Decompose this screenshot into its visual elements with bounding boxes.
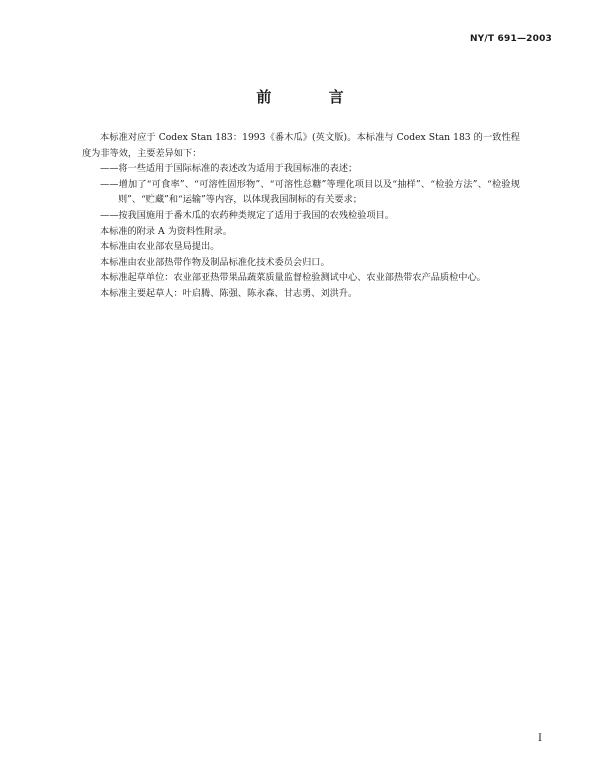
paragraph-proposer: 本标准由农业部农垦局提出。 <box>100 241 220 253</box>
paragraph-drafters: 本标准主要起草人：叶启腾、陈强、陈永森、甘志勇、刘洪升。 <box>100 287 358 299</box>
paragraph-drafting-units: 本标准起草单位：农业部亚热带果品蔬菜质量监督检验测试中心、农业部热带农产品质检中心。 <box>100 272 486 284</box>
paragraph-correspondence: 本标准对应于 Codex Stan 183：1993《番木瓜》(英文版)。本标准与 Codex Stan 183 的一致性程度为非等效，主要差异如下： <box>82 132 520 159</box>
standard-code: NY/T 691—2003 <box>469 34 552 44</box>
foreword-body <box>82 130 520 302</box>
difference-item-3: ——按我国施用于番木瓜的农药种类规定了适用于我国的农残检验项目。 <box>100 209 394 221</box>
paragraph-committee: 本标准由农业部热带作物及制品标准化技术委员会归口。 <box>100 256 330 268</box>
difference-item-1: ——将一些适用于国际标准的表述改为适用于我国标准的表述； <box>100 163 358 175</box>
paragraph-appendix: 本标准的附录 A 为资料性附录。 <box>100 225 232 237</box>
difference-item-2: ——增加了“可食率”、“可溶性固形物”、“可溶性总糖”等理化项目以及“抽样”、“检验方法”、“检验规则”、“贮藏”和“运输”等内容，以体现我国制标的有关要求； <box>100 178 520 206</box>
page-title: 前 言 <box>256 88 370 106</box>
page-number: I <box>538 733 542 744</box>
